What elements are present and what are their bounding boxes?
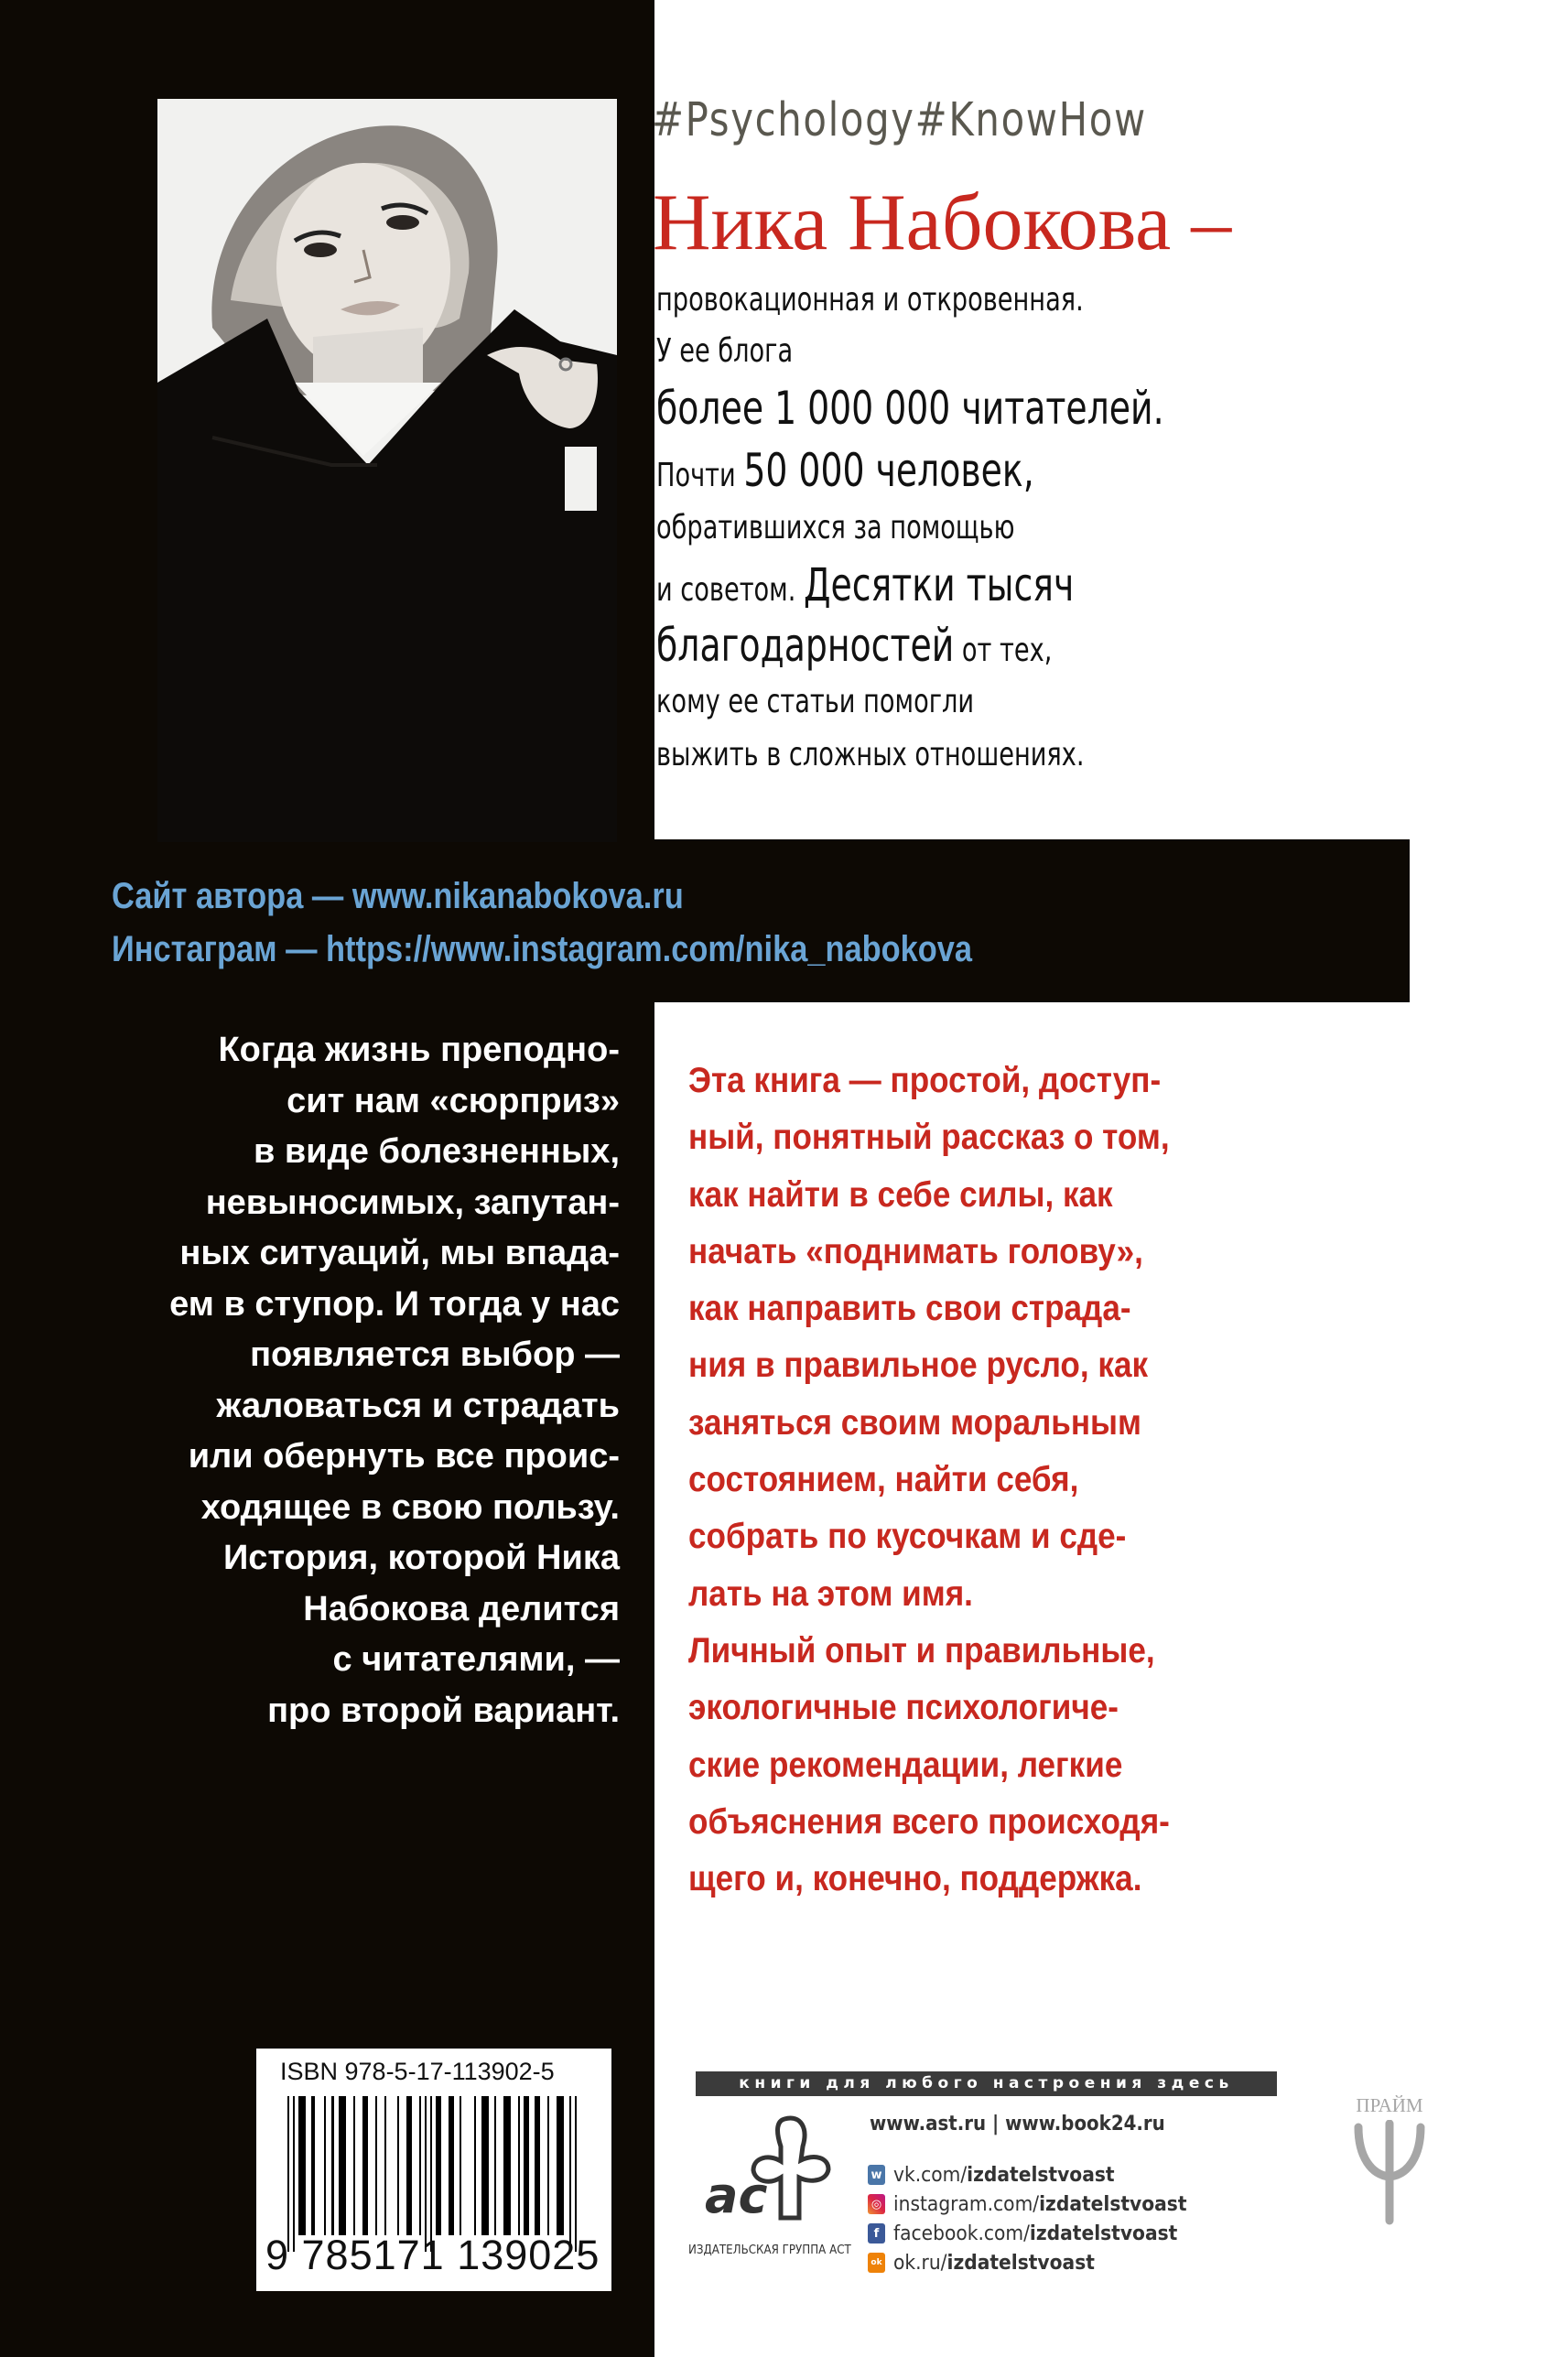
bio-line: обратившихся за помощью <box>656 509 1015 546</box>
blurb-line: собрать по кусочкам и сде- <box>688 1517 1127 1557</box>
social-link-facebook[interactable]: f facebook.com/izdatelstvoast <box>868 2219 1212 2248</box>
blurb-line: История, которой Ника <box>222 1539 620 1577</box>
author-instagram-link[interactable]: Инстаграм — https://www.instagram.com/nika_nabokova <box>112 929 973 969</box>
blurb-line: ские рекомендации, легкие <box>688 1745 1123 1785</box>
facebook-icon: f <box>868 2223 885 2243</box>
author-name-heading: Ника Набокова – <box>653 178 1232 267</box>
publisher-group-name: ИЗДАТЕЛЬСКАЯ ГРУППА АСТ <box>688 2243 851 2257</box>
prime-imprint-logo <box>1344 2094 1435 2232</box>
vk-icon: w <box>868 2165 885 2185</box>
social-link-odnoklassniki[interactable]: ok ok.ru/izdatelstvoast <box>868 2248 1212 2277</box>
blurb-line: Когда жизнь преподно- <box>218 1031 620 1069</box>
bio-line: провокационная и откровенная. <box>656 281 1084 319</box>
blurb-line: щего и, конечно, поддержка. <box>688 1859 1142 1899</box>
bio-line: выжить в сложных отношениях. <box>656 736 1085 773</box>
author-bio <box>656 275 1480 782</box>
blurb-line: начать «поднимать голову», <box>688 1231 1143 1271</box>
blurb-line: ных ситуаций, мы впада- <box>179 1234 620 1272</box>
social-link-instagram[interactable]: ◎ instagram.com/izdatelstvoast <box>868 2189 1212 2219</box>
instagram-icon: ◎ <box>868 2194 885 2214</box>
publisher-social-links <box>868 2160 1212 2277</box>
bio-line-mixed: благодарностей от тех, <box>656 619 1053 672</box>
blurb-line: жаловаться и страдать <box>216 1386 620 1425</box>
author-photo <box>157 99 617 842</box>
blurb-line: или обернуть все проис- <box>188 1437 620 1476</box>
author-links <box>112 870 1112 976</box>
bio-line: У ее блога <box>656 332 794 370</box>
blurb-line: ем в ступор. И тогда у нас <box>169 1284 620 1324</box>
isbn-barcode <box>256 2049 611 2291</box>
svg-text:ас: ас <box>705 2167 768 2224</box>
ast-logo-icon <box>700 2110 838 2224</box>
blurb-line: про второй вариант. <box>267 1691 620 1730</box>
right-blurb <box>688 1053 1223 1908</box>
blurb-line: сит нам «сюрприз» <box>287 1081 620 1120</box>
blurb-line: заняться своим моральным <box>688 1402 1141 1443</box>
blurb-line: ходящее в свою пользу. <box>200 1487 620 1527</box>
blurb-line: в виде болезненных, <box>254 1132 620 1171</box>
ean-digits: 9 785171 139025 <box>265 2232 600 2278</box>
hashtag-line: #Psychology#KnowHow <box>652 93 1147 147</box>
bio-line-mixed: и советом. Десятки тысяч <box>656 558 1075 611</box>
blurb-line: невыносимых, запутан- <box>205 1183 620 1222</box>
bio-line: кому ее статьи помогли <box>656 683 975 720</box>
blurb-line: появляется выбор — <box>250 1335 620 1374</box>
bio-line-highlight: более 1 000 000 читателей. <box>656 382 1164 435</box>
blurb-line: как найти в себе силы, как <box>688 1174 1113 1215</box>
blurb-line: лать на этом имя. <box>688 1573 973 1614</box>
publisher-tagline: книги для любого настроения здесь <box>696 2071 1277 2096</box>
blurb-line: как направить свои страда- <box>688 1289 1131 1329</box>
author-site-link[interactable]: Сайт автора — www.nikanabokova.ru <box>112 876 684 916</box>
odnoklassniki-icon: ok <box>868 2253 885 2273</box>
bio-line-mixed: Почти 50 000 человек, <box>656 444 1034 497</box>
blurb-line: Набокова делится <box>303 1589 620 1628</box>
prime-label: ПРАЙМ <box>1356 2094 1423 2116</box>
blurb-line: ния в правильное русло, как <box>688 1346 1149 1386</box>
blurb-line: объяснения всего происходя- <box>688 1801 1170 1842</box>
barcode-bars <box>271 2096 589 2252</box>
left-blurb <box>101 1025 620 1736</box>
blurb-line: с читателями, — <box>332 1640 620 1679</box>
psi-icon <box>1353 2120 1426 2225</box>
publisher-sites-link[interactable]: www.ast.ru | www.book24.ru <box>870 2113 1165 2135</box>
isbn-text: ISBN 978-5-17-113902-5 <box>280 2058 555 2085</box>
blurb-line: экологичные психологиче- <box>688 1688 1119 1728</box>
blurb-line: состоянием, найти себя, <box>688 1460 1079 1500</box>
social-link-vk[interactable]: w vk.com/izdatelstvoast <box>868 2160 1212 2189</box>
blurb-line: Личный опыт и правильные, <box>688 1630 1155 1670</box>
blurb-line: ный, понятный рассказ о том, <box>688 1118 1170 1158</box>
portrait-illustration <box>157 99 617 842</box>
blurb-line: Эта книга — простой, доступ- <box>688 1061 1162 1100</box>
